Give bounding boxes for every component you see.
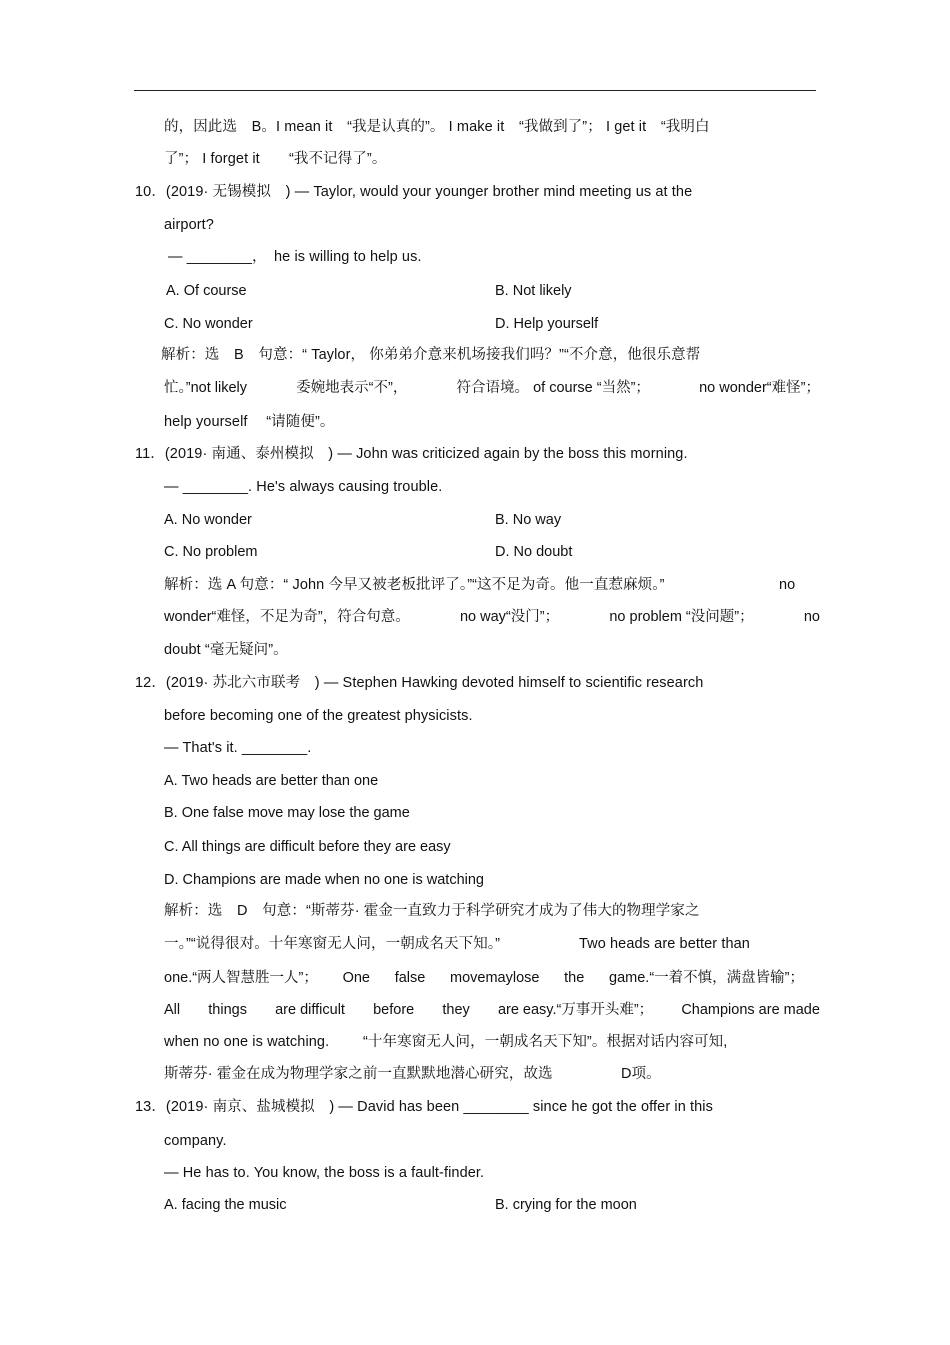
question-11-option-a: A. No wonder [164,512,252,528]
text-span: one.“两人智慧胜一人”； [164,970,318,986]
question-11-reply: — ________. He's always causing trouble. [164,479,443,495]
question-11-explanation-line [164,607,820,627]
question-13-reply: — He has to. You know, the boss is a fault-finder. [164,1165,485,1181]
text-span: movemaylose [450,970,540,986]
text-span: are easy.“万事开头难”； [497,1002,654,1018]
text-span: D项。 [621,1066,661,1082]
text-span: no problem “没问题”； [609,609,754,625]
question-10-explanation: 解析：选 B 句意：“ Taylor， 你弟弟介意来机场接我们吗？”“不介意，他很乐意帮 [161,347,701,363]
question-12-option-b: B. One false move may lose the game [164,805,410,821]
question-12-stem: 12．(2019· 苏北六市联考 ) — Stephen Hawking devoted himself to scientific research [135,675,704,691]
text-span: are difficult [275,1002,345,1018]
text-span: the [564,970,585,986]
text-span: game.“一着不慎，满盘皆输”； [609,970,804,986]
question-13-stem-cont: company. [164,1133,227,1149]
question-11-stem: 11．(2019· 南通、泰州模拟 ) — John was criticized again by the boss this morning. [135,446,688,462]
text-span: One [342,970,370,986]
text-span: no wonder“难怪”； [699,380,820,396]
question-11-explanation-end: doubt “毫无疑问”。 [164,642,288,658]
question-10-reply: — ________， he is willing to help us. [168,249,422,265]
text-span: things [208,1002,247,1018]
text-line: 的，因此选 B。I mean it “我是认真的”。 I make it “我做到了”； I get it “我明白 [164,119,710,135]
question-11-option-d: D. No doubt [495,544,573,560]
text-span: 委婉地表示“不”， [296,380,408,396]
question-12-explanation-line [164,1000,820,1020]
text-span: Two heads are better than [579,936,750,952]
question-10-option-a: A. Of course [166,283,247,299]
text-span: no [779,577,796,593]
question-11-option-c: C. No problem [164,544,258,560]
question-12-stem-cont: before becoming one of the greatest physicists. [164,708,473,724]
question-10-explanation-line [164,378,820,398]
question-13-option-b: B. crying for the moon [495,1197,637,1213]
question-12-explanation: 解析：选 D 句意：“斯蒂芬· 霍金一直致力于科学研究才成为了伟大的物理学家之 [164,903,700,919]
text-span: wonder“难怪，不足为奇”，符合句意。 [164,609,410,625]
text-span: Champions are made [681,1002,820,1018]
question-12-option-d: D. Champions are made when no one is watching [164,872,484,888]
text-span: no way“没门”； [459,609,560,625]
text-span: 忙。”not likely [164,380,247,396]
text-line: 了”； I forget it “我不记得了”。 [164,151,387,167]
question-13-stem: 13．(2019· 南京、盐城模拟 ) — David has been ________ since he got the offer in this [135,1099,713,1115]
text-span: before [373,1002,415,1018]
text-span: 符合语境。 of course “当然”； [456,380,650,396]
question-11-explanation: 解析：选 A 句意：“ John 今早又被老板批评了。”“这不足为奇。他一直惹麻烦。” [164,577,665,593]
question-12-explanation-line: 一。”“说得很对。十年寒窗无人问，一朝成名天下知。” [164,936,501,952]
question-10-stem-cont: airport? [164,217,214,233]
header-rule [134,90,816,91]
text-span: no [803,609,820,625]
question-12-explanation-line [164,968,804,988]
question-11-option-b: B. No way [495,512,562,528]
question-10-explanation-end: help yourself “请随便”。 [164,414,335,430]
text-span: false [394,970,426,986]
question-12-option-a: A. Two heads are better than one [164,773,379,789]
question-12-explanation-line: when no one is watching. [164,1034,330,1050]
question-12-option-c: C. All things are difficult before they are easy [164,839,451,855]
question-12-explanation-line: 斯蒂芬· 霍金在成为物理学家之前一直默默地潜心研究，故选 [164,1066,553,1082]
question-10-option-b: B. Not likely [495,283,572,299]
text-span: All [164,1002,181,1018]
question-13-option-a: A. facing the music [164,1197,287,1213]
text-span: they [442,1002,470,1018]
question-12-reply: — That's it. ________. [164,740,312,756]
question-10-option-c: C. No wonder [164,316,253,332]
text-span: “十年寒窗无人问，一朝成名天下知”。根据对话内容可知, [363,1034,728,1050]
question-10-option-d: D. Help yourself [495,316,599,332]
question-10-stem: 10．(2019· 无锡模拟 ) — Taylor, would your younger brother mind meeting us at the [135,184,693,200]
